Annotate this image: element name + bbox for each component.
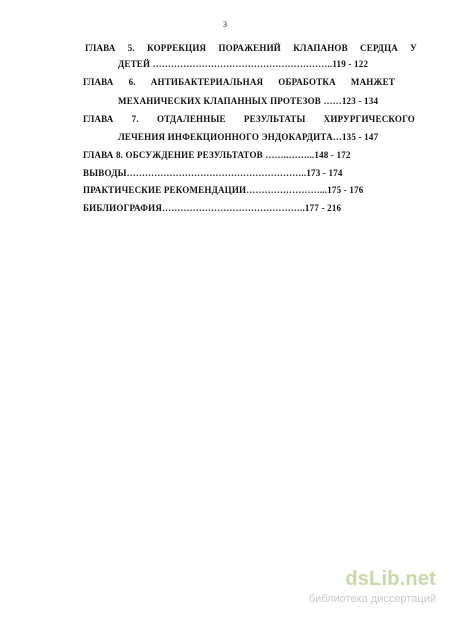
watermark-logo: dsLib.net	[345, 568, 436, 590]
toc-conclusions: ВЫВОДЫ…………………………………………………..173 - 174	[83, 168, 343, 178]
toc-chapter-6-pages: МЕХАНИЧЕСКИХ КЛАПАННЫХ ПРОТЕЗОВ ……123 - 134	[118, 96, 379, 106]
watermark-subtitle: библиотека диссертаций	[308, 593, 436, 605]
toc-chapter-7-pages: ЛЕЧЕНИЯ ИНФЕКЦИОННОГО ЭНДОКАРДИТА…135 - 147	[118, 132, 379, 142]
toc-chapter-5-pages: ДЕТЕЙ …………………………………………………..119 - 122	[118, 59, 369, 69]
toc-chapter-8: ГЛАВА 8. ОБСУЖДЕНИЕ РЕЗУЛЬТАТОВ ……..……...148 - 172	[83, 150, 351, 160]
page-number: 3	[223, 20, 227, 29]
toc-chapter-5-heading: ГЛАВА 5. КОРРЕКЦИЯ ПОРАЖЕНИЙ КЛАПАНОВ СЕРДЦА У	[85, 43, 417, 53]
toc-chapter-6-heading: ГЛАВА 6. АНТИБАКТЕРИАЛЬНАЯ ОБРАБОТКА МАНЖЕТ	[83, 77, 395, 87]
toc-recommendations: ПРАКТИЧЕСКИЕ РЕКОМЕНДАЦИИ……………………...175 - 176	[83, 185, 364, 195]
watermark	[309, 568, 436, 606]
toc-bibliography: БИБЛИОГРАФИЯ………………………………………..177 - 216	[83, 203, 342, 213]
toc-chapter-7-heading: ГЛАВА 7. ОТДАЛЕННЫЕ РЕЗУЛЬТАТЫ ХИРУРГИЧЕСКОГО	[83, 114, 415, 124]
